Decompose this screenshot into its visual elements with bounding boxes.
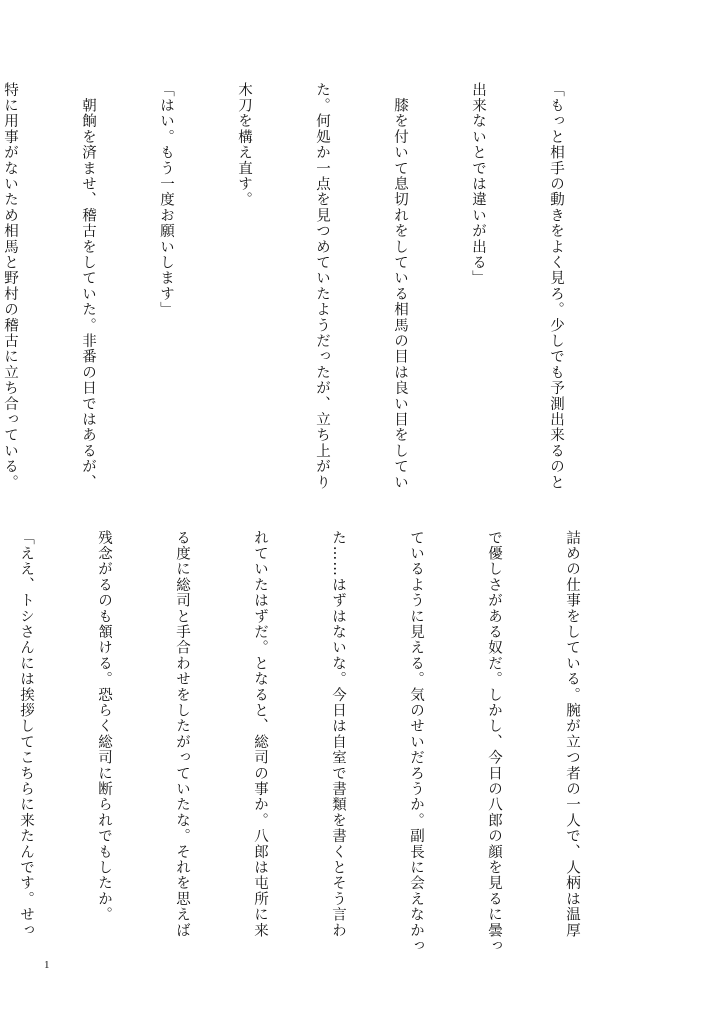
text-line: で優しさがある奴だ。しかし、今日の八郎の顔を見るに曇っ (486, 530, 502, 954)
text-line: 「もっと相手の動きをよく見ろ。少しでも予測出来るのと (548, 82, 564, 491)
text-block-bottom (18, 530, 637, 960)
text-line: る度に総司と手合わせをしたがっていたな。それを思えば (174, 530, 190, 939)
text-line: れていたはずだ。となると、総司の事か。八郎は屯所に来 (252, 530, 268, 939)
text-line: 特に用事がないため相馬と野村の稽古に立ち合っている。 (2, 82, 18, 491)
text-line: 木刀を構え直す。 (236, 82, 252, 208)
text-line: た。何処か一点を見つめていたようだったが、立ち上がり (314, 82, 330, 491)
text-line: 朝餉を済ませ、稽古をしていた。非番の日ではあるが、 (80, 82, 96, 491)
text-line: ているように見える。気のせいだろうか。副長に会えなかっ (408, 530, 424, 954)
text-line: 「はい。もう一度お願いします」 (158, 82, 174, 318)
text-line: た……はずはないな。今日は自室で書類を書くとそう言わ (330, 530, 346, 939)
text-line: 残念がるのも頷ける。恐らく総司に断られでもしたか。 (96, 530, 112, 923)
text-block-top (2, 82, 621, 492)
text-line: 膝を付いて息切れをしている相馬の目は良い目をしてい (392, 82, 408, 491)
page-number: 1 (44, 959, 50, 971)
text-line: 詰めの仕事をしている。腕が立つ者の一人で、人柄は温厚 (564, 530, 580, 939)
text-line: 出来ないとでは違いが出る」 (470, 82, 486, 287)
text-line: 「ええ、トシさんには挨拶してこちらに来たんです。せっ (18, 530, 34, 939)
